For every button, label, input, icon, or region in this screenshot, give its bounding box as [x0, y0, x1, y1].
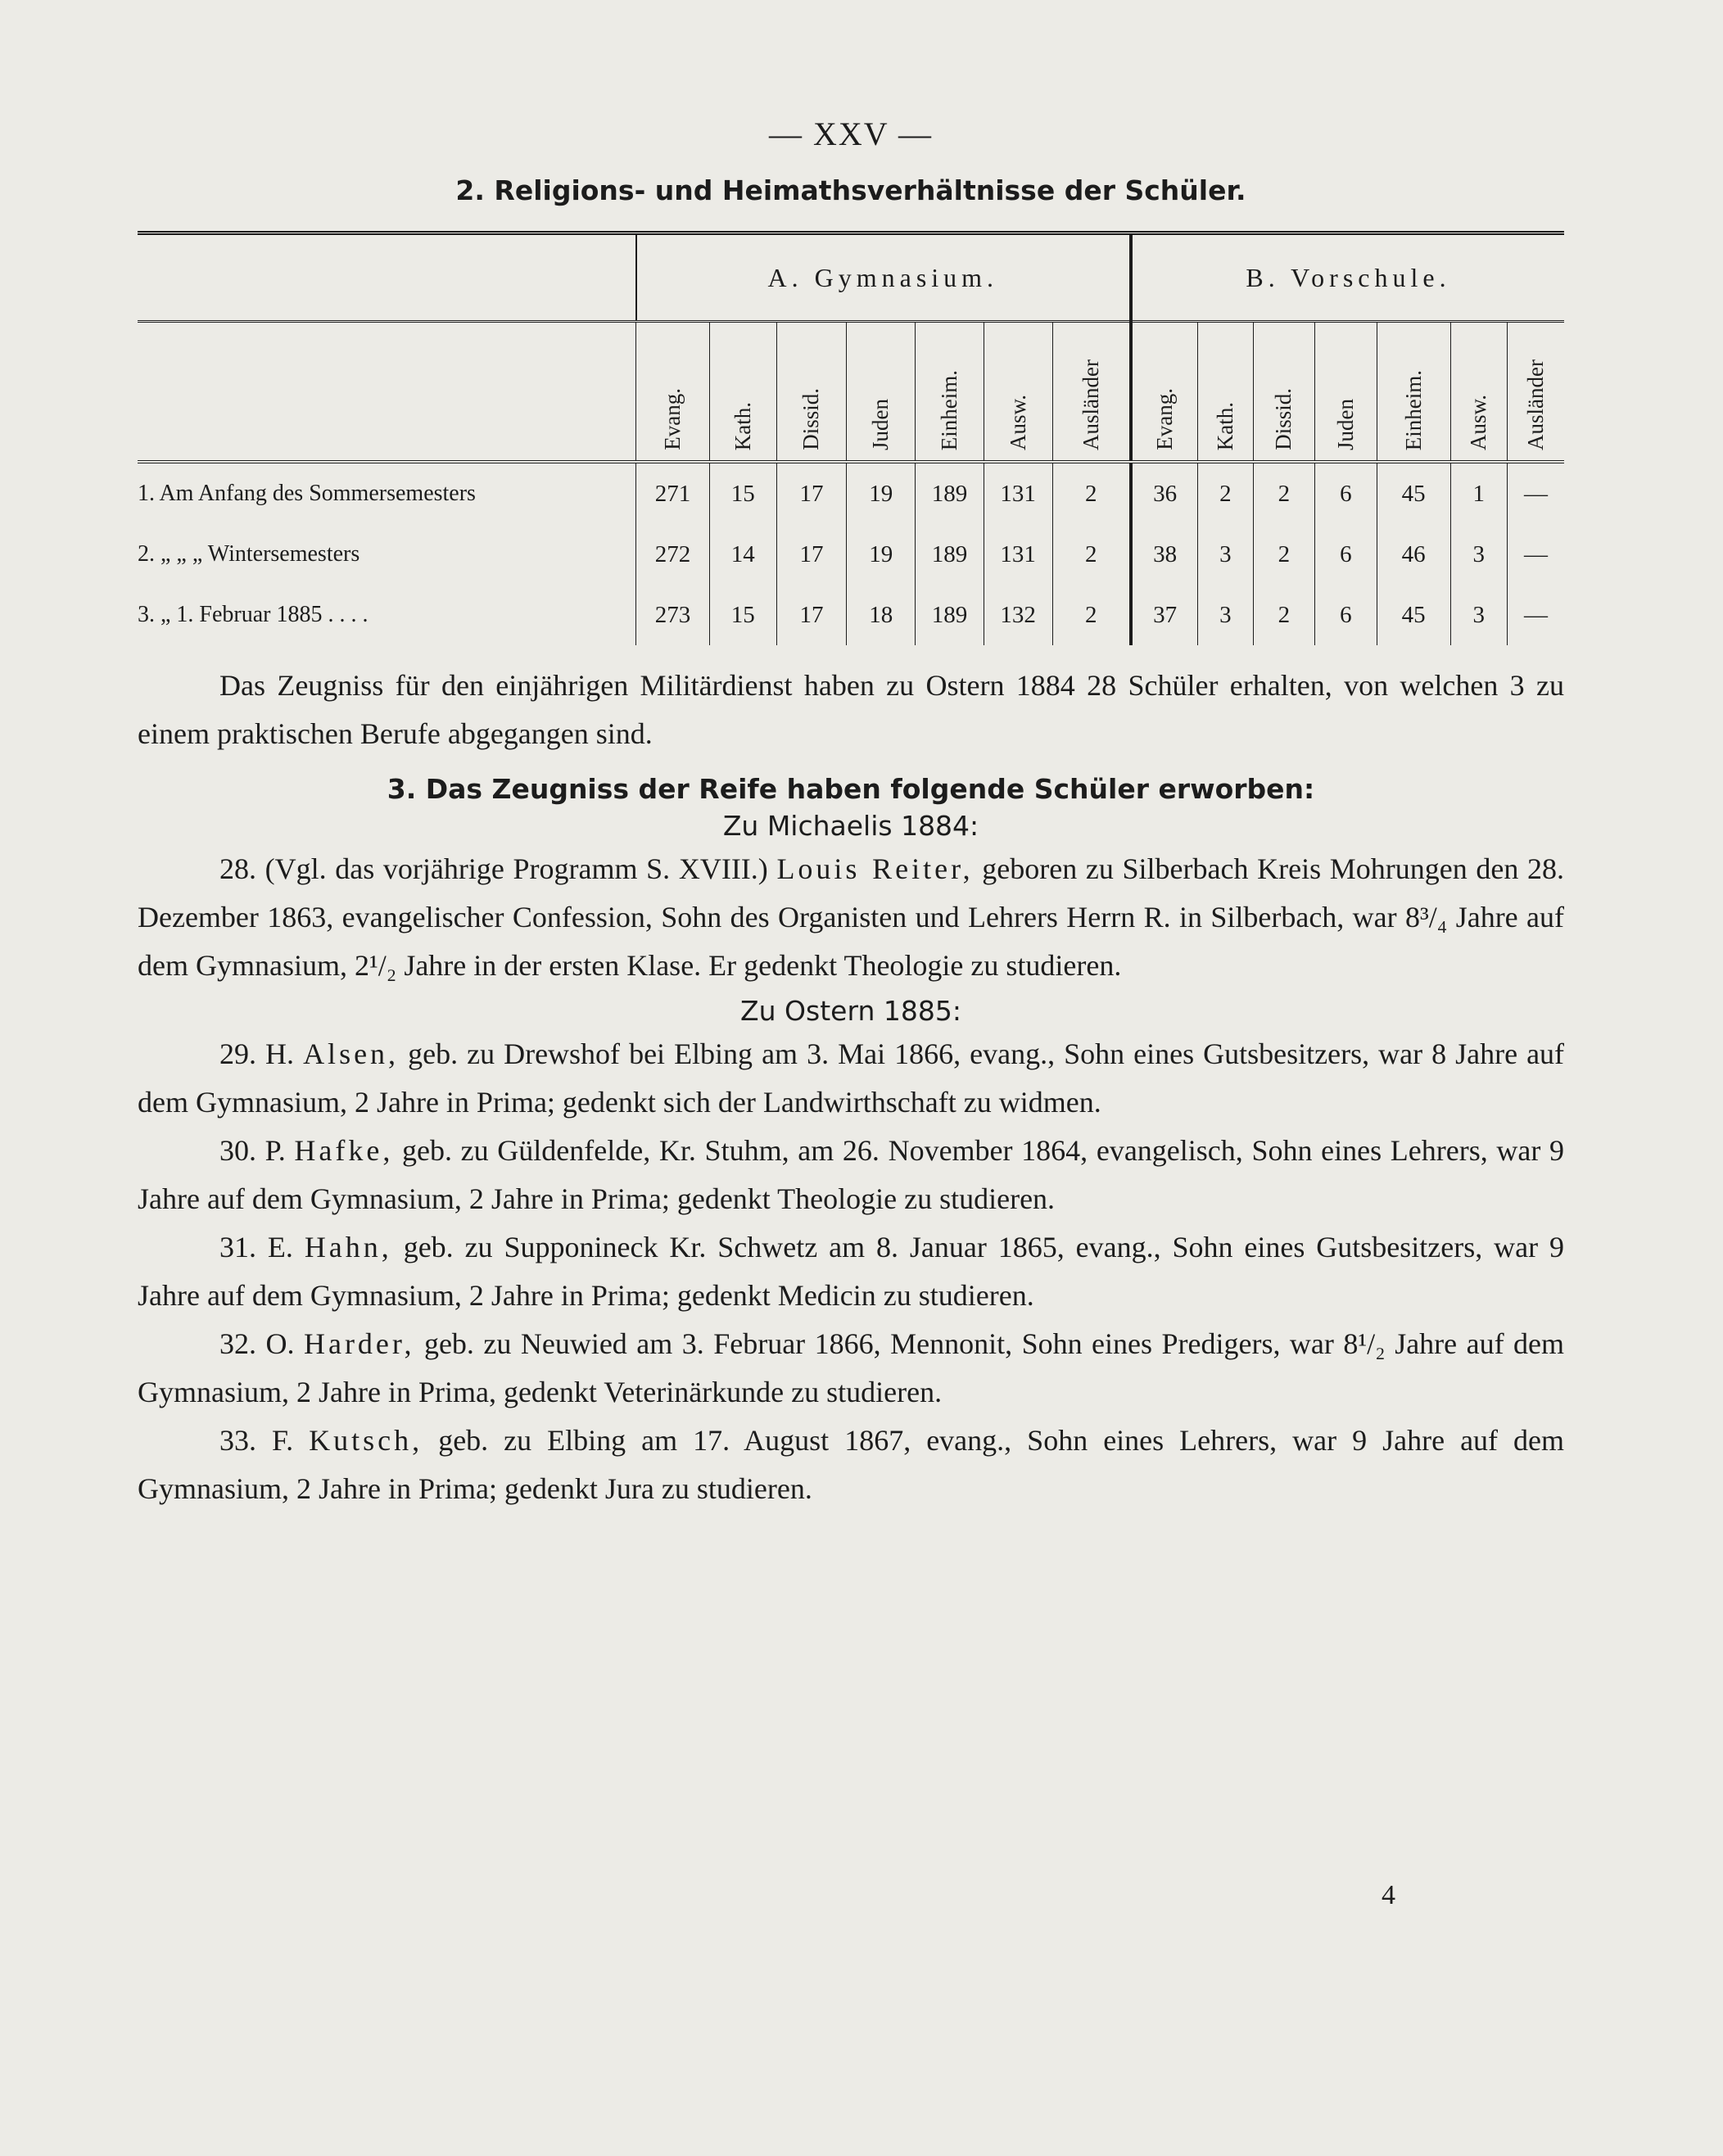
section-2-title: 2. Religions- und Heimathsverhältnisse der Schüler. — [455, 174, 1246, 206]
col-a-dissid: Dissid. — [776, 322, 847, 463]
col-b-juden: Juden — [1315, 322, 1377, 463]
col-b-kath: Kath. — [1198, 322, 1253, 463]
row-label: 1. Am Anfang des Sommersemesters — [138, 481, 476, 506]
col-b-evang: Evang. — [1131, 322, 1198, 463]
col-a-evang: Evang. — [636, 322, 710, 463]
military-service-paragraph: Das Zeugniss für den einjährigen Militärdienst haben zu Ostern 1884 28 Schüler erhalten, von welchen 3 zu einem praktischen Berufe abgegangen sind. — [138, 669, 1564, 750]
col-a-ausw: Ausw. — [984, 322, 1052, 463]
col-a-kath: Kath. — [709, 322, 776, 463]
section-3-title: 3. Das Zeugniss der Reife haben folgende Schüler erworben: — [387, 773, 1315, 805]
col-a-einheim: Einheim. — [916, 322, 984, 463]
row-label: 3. „ 1. Februar 1885 . . . . — [138, 602, 369, 627]
row-label: 2. „ „ „ Wintersemesters — [138, 541, 360, 567]
graduate-entry: 31. E. Hahn, geb. zu Supponineck Kr. Schwetz am 8. Januar 1865, evang., Sohn eines Gutsbesitzers, war 9 Jahre auf dem Gymnasium, 2 Jahre in Prima; gedenkt Medicin zu studieren. — [138, 1231, 1565, 1312]
table-row: 2. „ „ „ Wintersemesters 272 14 17 19 189 131 2 38 3 2 6 46 3 — — [138, 524, 1564, 585]
page-header: — XXV — — [769, 115, 933, 152]
table-row: 3. „ 1. Februar 1885 . . . . 273 15 17 18 189 132 2 37 3 2 6 45 3 — — [138, 585, 1564, 645]
graduate-name: Louis Reiter, — [776, 852, 974, 885]
group-b-header: B. Vorschule. — [1131, 233, 1564, 322]
graduate-name: Hafke, — [294, 1134, 394, 1167]
pupil-statistics-table — [138, 231, 1564, 645]
graduate-entry: 28. (Vgl. das vorjährige Programm S. XVIII.) Louis Reiter, geboren zu Silberbach Kreis Mohrungen den 28. Dezember 1863, evangelischer Confession, Sohn des Organisten und Lehrers Herrn R. in Silberbach, war 8³/₄ Jahre auf dem Gymnasium, 2¹/₂ Jahre in der ersten Klase. Er gedenkt Theologie zu studieren. — [138, 852, 1564, 982]
graduate-entry: 29. H. Alsen, geb. zu Drewshof bei Elbing am 3. Mai 1866, evang., Sohn eines Gutsbesitzers, war 8 Jahre auf dem Gymnasium, 2 Jahre in Prima; gedenkt sich der Landwirthschaft zu widmen. — [138, 1037, 1565, 1119]
col-a-juden: Juden — [847, 322, 916, 463]
graduate-name: Kutsch, — [309, 1424, 423, 1457]
col-b-ausw: Ausw. — [1450, 322, 1507, 463]
document-page — [138, 115, 1564, 1513]
graduate-name: Harder, — [303, 1327, 415, 1360]
michaelis-heading: Zu Michaelis 1884: — [722, 810, 979, 842]
graduate-name: Alsen, — [303, 1037, 400, 1070]
group-a-header: A. Gymnasium. — [636, 233, 1131, 322]
graduate-entry: 32. O. Harder, geb. zu Neuwied am 3. Februar 1866, Mennonit, Sohn eines Predigers, war 8¹/₂ Jahre auf dem Gymnasium, 2 Jahre in Prima, gedenkt Veterinärkunde zu studieren. — [138, 1327, 1565, 1408]
ostern-heading: Zu Ostern 1885: — [740, 995, 961, 1027]
col-b-dissid: Dissid. — [1253, 322, 1315, 463]
group-header-row — [138, 233, 1564, 322]
table-row: 1. Am Anfang des Sommersemesters 271 15 17 19 189 131 2 36 2 2 6 45 1 — — [138, 462, 1564, 524]
graduate-entry: 33. F. Kutsch, geb. zu Elbing am 17. August 1867, evang., Sohn eines Lehrers, war 9 Jahre auf dem Gymnasium, 2 Jahre in Prima; gedenkt Jura zu studieren. — [138, 1424, 1565, 1505]
graduate-entry: 30. P. Hafke, geb. zu Güldenfelde, Kr. Stuhm, am 26. November 1864, evangelisch, Sohn eines Lehrers, war 9 Jahre auf dem Gymnasium, 2 Jahre in Prima; gedenkt Theologie zu studieren. — [138, 1134, 1565, 1215]
col-a-auslaender: Ausländer — [1052, 322, 1131, 463]
graduate-name: Hahn, — [304, 1231, 392, 1263]
col-b-auslaender: Ausländer — [1507, 322, 1564, 463]
page-number: 4 — [1382, 1880, 1395, 1910]
column-header-row — [138, 322, 1564, 463]
col-b-einheim: Einheim. — [1377, 322, 1450, 463]
